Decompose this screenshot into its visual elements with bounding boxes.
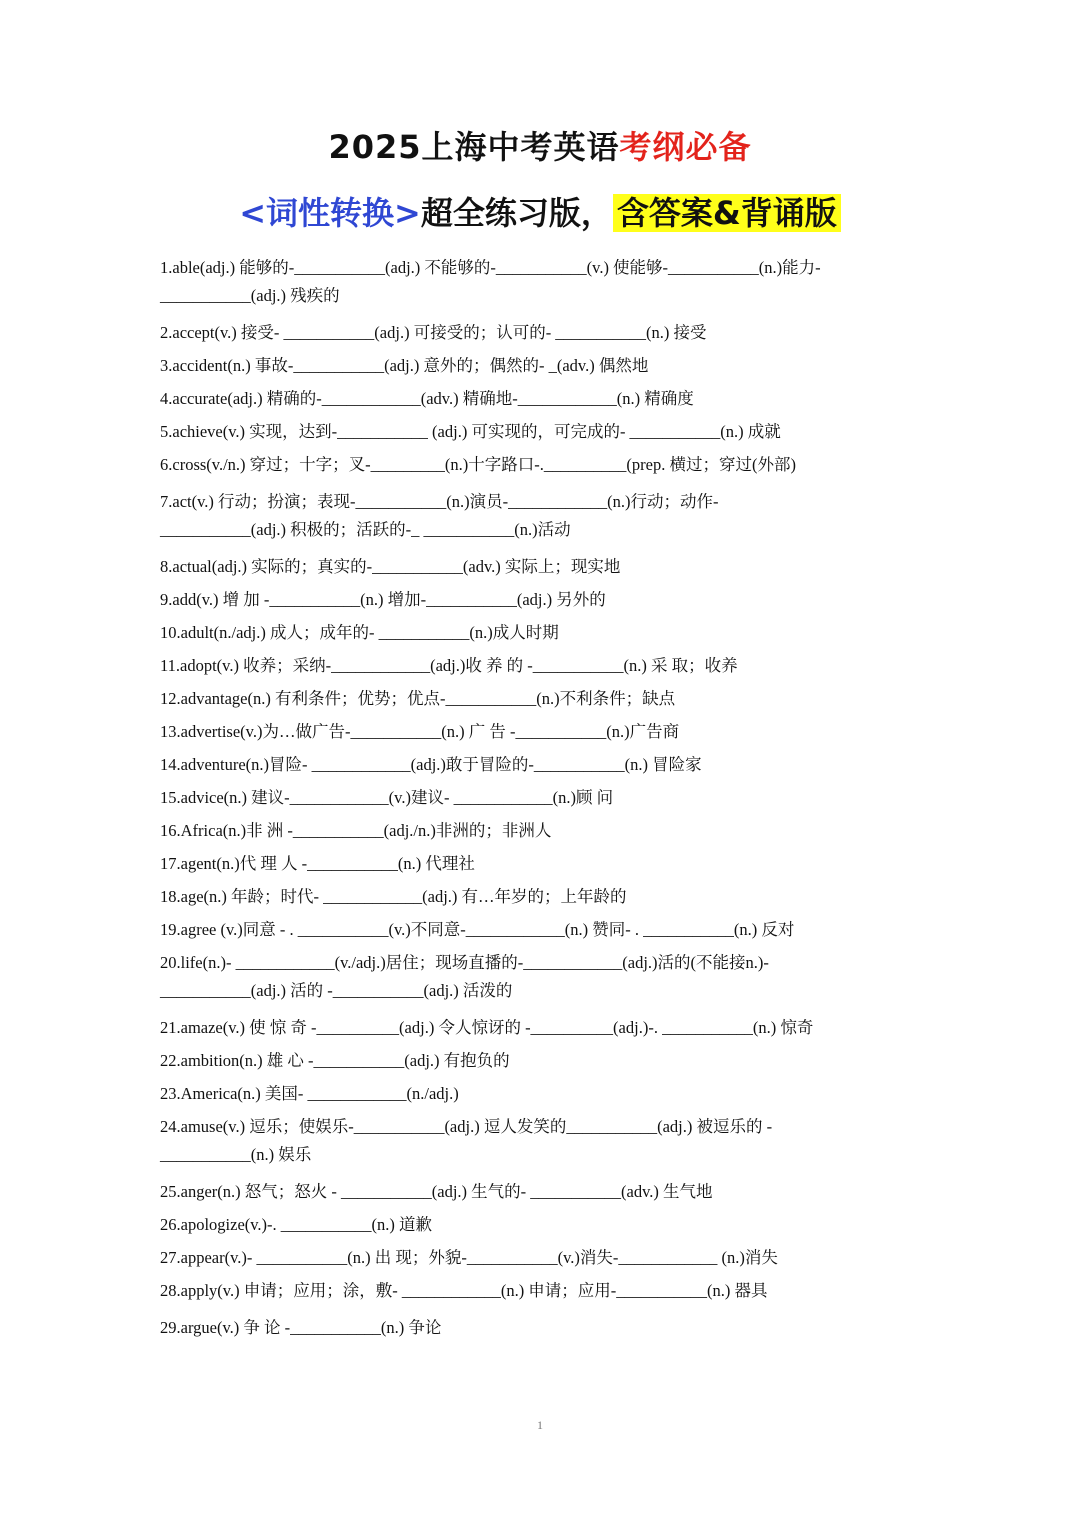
exercise-line: 10.adult(n./adj.) 成人；成年的- ___________(n.)成人时期 (160, 623, 559, 642)
exercise-line: 21.amaze(v.) 使 惊 奇 -__________(adj.) 令人惊讶的 -__________(adj.)-. ___________(n.) 惊奇 (160, 1018, 814, 1037)
exercise-line: 5.achieve(v.) 实现，达到-___________ (adj.) 可实现的，可完成的- ___________(n.) 成就 (160, 422, 781, 441)
page-number: 1 (537, 1418, 543, 1432)
exercise-line: 24.amuse(v.) 逗乐；使娱乐-___________(adj.) 逗人发笑的___________(adj.) 被逗乐的 - (160, 1117, 773, 1136)
exercise-line: 17.agent(n.)代 理 人 -___________(n.) 代理社 (160, 854, 475, 873)
exercise-line: ___________(adj.) 活的 -___________(adj.) 活泼的 (160, 981, 513, 1000)
subtitle-blue-part: <词性转换> (239, 194, 421, 232)
exercise-line: 4.accurate(adj.) 精确的-____________(adv.) 精确地-____________(n.) 精确度 (160, 389, 694, 408)
title-red-part: 考纲必备 (619, 128, 752, 166)
exercise-line: 7.act(v.) 行动；扮演；表现-___________(n.)演员-____________(n.)行动；动作- (160, 492, 719, 511)
exercise-line: 3.accident(n.) 事故-___________(adj.) 意外的；偶然的- _(adv.) 偶然地 (160, 356, 649, 375)
title-black-part: 2025上海中考英语 (328, 128, 620, 166)
exercise-line: 23.America(n.) 美国- ____________(n./adj.) (160, 1084, 459, 1103)
document-title (0, 124, 1080, 170)
exercise-line: ___________(adj.) 积极的；活跃的-_ ___________(n.)活动 (160, 520, 571, 539)
subtitle-black-part: 超全练习版， (420, 194, 613, 232)
exercise-line: 19.agree (v.)同意 - . ___________(v.)不同意-____________(n.) 赞同- . ___________(n.) 反对 (160, 920, 795, 939)
exercise-line: 1.able(adj.) 能够的-___________(adj.) 不能够的-___________(v.) 使能够-___________(n.)能力- (160, 258, 821, 277)
exercise-line: 12.advantage(n.) 有利条件；优势；优点-___________(n.)不利条件；缺点 (160, 689, 676, 708)
exercise-line: 13.advertise(v.)为…做广告-___________(n.) 广 告 -___________(n.)广告商 (160, 722, 680, 741)
subtitle-highlight-part: 含答案&背诵版 (613, 194, 841, 232)
exercise-line: 29.argue(v.) 争 论 -___________(n.) 争论 (160, 1318, 442, 1337)
exercise-line: ___________(n.) 娱乐 (160, 1145, 312, 1164)
exercise-line: 14.adventure(n.)冒险- ____________(adj.)敢于冒险的-___________(n.) 冒险家 (160, 755, 702, 774)
exercise-line: 16.Africa(n.)非 洲 -___________(adj./n.)非洲的；非洲人 (160, 821, 552, 840)
exercise-line: 20.life(n.)- ____________(v./adj.)居住；现场直播的-____________(adj.)活的(不能接n.)- (160, 953, 769, 972)
exercise-line: 8.actual(adj.) 实际的；真实的-___________(adv.) 实际上；现实地 (160, 557, 621, 576)
exercise-line: ___________(adj.) 残疾的 (160, 286, 340, 305)
exercise-line: 18.age(n.) 年龄；时代- ____________(adj.) 有…年岁的；上年龄的 (160, 887, 627, 906)
exercise-line: 6.cross(v./n.) 穿过；十字；叉-_________(n.)十字路口-.__________(prep. 横过；穿过(外部) (160, 455, 796, 474)
exercise-line: 26.apologize(v.)-. ___________(n.) 道歉 (160, 1215, 433, 1234)
exercise-list (160, 254, 960, 1342)
exercise-line: 11.adopt(v.) 收养；采纳-____________(adj.)收 养 的 -___________(n.) 采 取；收养 (160, 656, 738, 675)
exercise-line: 22.ambition(n.) 雄 心 -___________(adj.) 有抱负的 (160, 1051, 510, 1070)
exercise-line: 15.advice(n.) 建议-____________(v.)建议- ____________(n.)顾 问 (160, 788, 614, 807)
exercise-line: 2.accept(v.) 接受- ___________(adj.) 可接受的；认可的- ___________(n.) 接受 (160, 323, 707, 342)
exercise-line: 25.anger(n.) 怒气；怒火 - ___________(adj.) 生气的- ___________(adv.) 生气地 (160, 1182, 713, 1201)
exercise-line: 27.appear(v.)- ___________(n.) 出 现；外貌-___________(v.)消失-____________ (n.)消失 (160, 1248, 778, 1267)
document-subtitle (0, 190, 1080, 236)
exercise-line: 9.add(v.) 增 加 -___________(n.) 增加-___________(adj.) 另外的 (160, 590, 606, 609)
exercise-line: 28.apply(v.) 申请；应用；涂，敷- ____________(n.) 申请；应用-___________(n.) 器具 (160, 1281, 768, 1300)
